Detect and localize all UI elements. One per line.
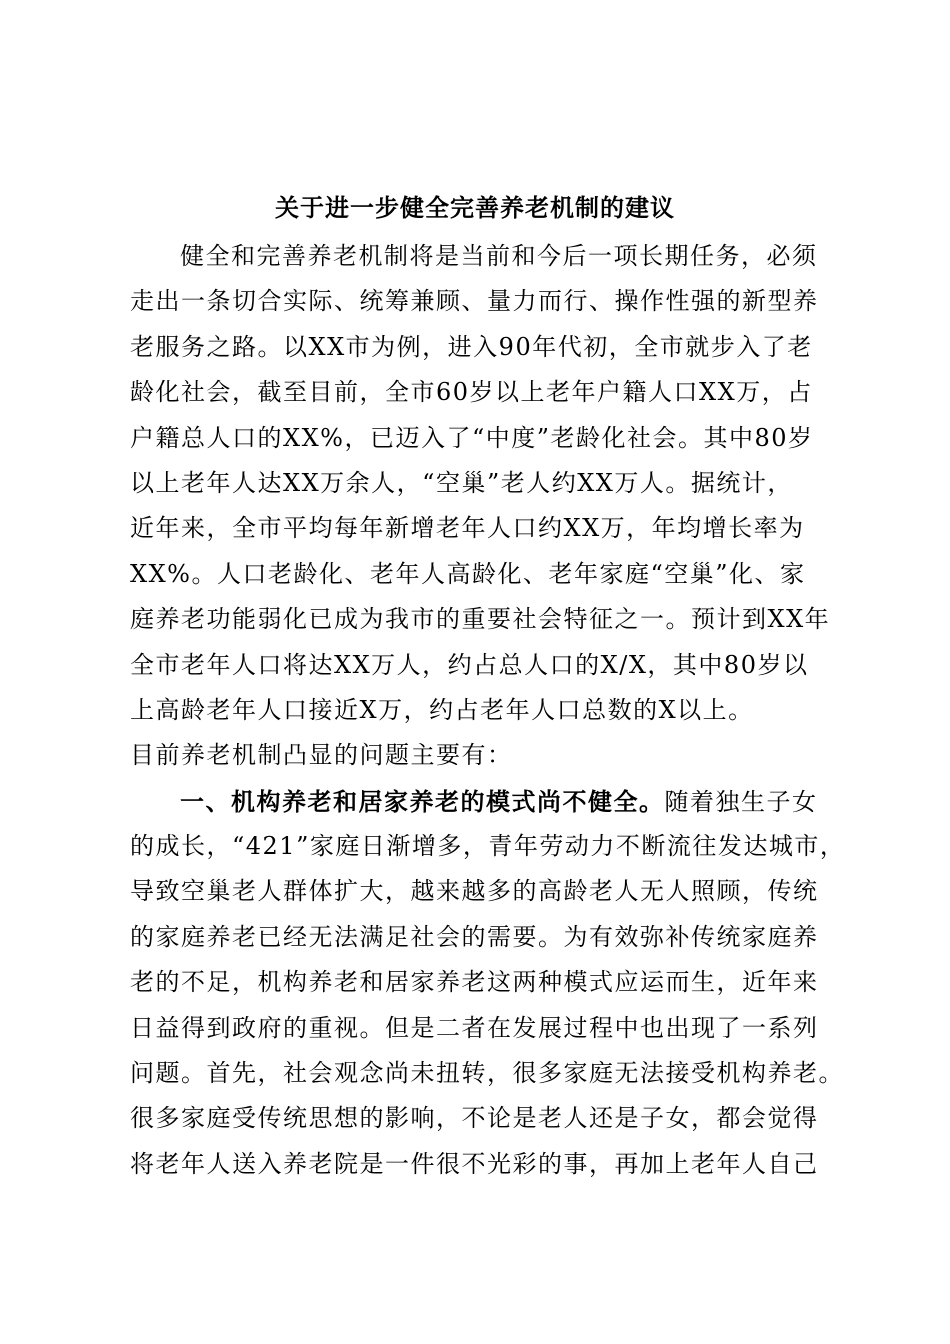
text-line: 上高龄老年人口接近X万，约占老年人口总数的X以上。 <box>130 695 754 724</box>
paragraph-intro <box>130 234 855 733</box>
text-line: 日益得到政府的重视。但是二者在发展过程中也出现了一系列 <box>130 1013 819 1042</box>
text-line: 老服务之路。以XX市为例，进入90年代初，全市就步入了老 <box>130 332 813 361</box>
text-line: 的成长，“421”家庭日渐增多，青年劳动力不断流往发达城市， <box>130 832 846 861</box>
text-line: 很多家庭受传统思想的影响，不论是老人还是子女，都会觉得 <box>130 1104 819 1133</box>
text-line: 龄化社会，截至目前，全市60岁以上老年户籍人口XX万，占 <box>130 378 813 407</box>
text-line: 老的不足，机构养老和居家养老这两种模式应运而生，近年来 <box>130 968 819 997</box>
section-1-heading: 一、机构养老和居家养老的模式尚不健全。 <box>180 786 665 816</box>
text-line: 目前养老机制凸显的问题主要有： <box>130 741 513 770</box>
text-line: 以上老年人达XX万余人，“空巢”老人约XX万人。据统计， <box>130 468 793 497</box>
text-line: XX%。人口老龄化、老年人高龄化、老年家庭“空巢”化、家 <box>130 559 806 588</box>
document-title: 关于进一步健全完善养老机制的建议 <box>275 193 675 222</box>
text-line: 的家庭养老已经无法满足社会的需要。为有效弥补传统家庭养 <box>130 922 819 951</box>
text-line: 走出一条切合实际、统筹兼顾、量力而行、操作性强的新型养 <box>130 287 819 316</box>
paragraph-problems-intro <box>130 733 855 778</box>
text-line: 问题。首先，社会观念尚未扭转，很多家庭无法接受机构养老。 <box>130 1059 844 1088</box>
text-line: 导致空巢老人群体扩大，越来越多的高龄老人无人照顾，传统 <box>130 877 819 906</box>
text-line: 户籍总人口的XX%，已迈入了“中度”老龄化社会。其中80岁 <box>130 423 814 452</box>
text-line: 庭养老功能弱化已成为我市的重要社会特征之一。预计到XX年 <box>130 605 831 634</box>
section-1-first-line-rest: 随着独生子女 <box>664 787 818 816</box>
text-line: 近年来，全市平均每年新增老年人口约XX万，年均增长率为 <box>130 514 805 543</box>
text-line: 健全和完善养老机制将是当前和今后一项长期任务，必须 <box>180 242 818 270</box>
section-1 <box>130 779 855 1188</box>
document-body <box>130 234 855 1187</box>
section-1-first-line <box>130 779 855 824</box>
text-line: 将老年人送入养老院是一件很不光彩的事，再加上老年人自己 <box>130 1149 819 1178</box>
text-line: 全市老年人口将达XX万人，约占总人口的X/X，其中80岁以 <box>130 650 809 679</box>
